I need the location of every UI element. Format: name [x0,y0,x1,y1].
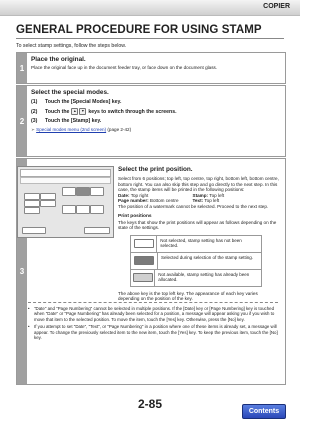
intro-text: To select stamp settings, follow the steps below. [16,43,127,49]
substep-1: (1) Touch the [Special Modes] key. [31,99,122,105]
note-item: • "Date" and "Page Numbering" cannot be selected in multiple positions. If the [Date] key or [Page Numbering] key is touched when "Date" or "Page Numbering" has already been selected for a position, a message will appear asking you if you wish to move that item to the selected position. To move the item, touch the [Yes] key. Otherwise, press the [No] key. [28,306,278,322]
step-number: 3 [17,159,27,384]
key-appearance-text: The above key is the top left key. The appearance of each key varies depending on the position of the key. [118,290,258,302]
section-name: COPIER [263,3,290,10]
screen-button [24,193,40,200]
title-rule [16,38,284,39]
note-item: • If you attempt to set "Date", "Text", or "Page Numbering" in a position where one of these items is already set, a message will appear. To change the previously selected item to the new item, touch the [Yes] key. To keep the previous item, touch the [No] key. [28,324,278,340]
position-key [62,205,76,214]
key-unavailable-icon [133,273,153,282]
position-key [76,187,90,196]
header-bar [0,0,300,16]
step-number: 2 [17,86,27,156]
step-title: Select the special modes. [31,89,109,96]
substep-3: (3) Touch the [Stamp] key. [31,118,102,124]
page-number: 2-85 [137,397,163,411]
reference-link[interactable]: ➢ Special modes menu (2nd screen) (page 2-42) [31,127,132,132]
watermark-text: The position of a watermark cannot be selected. Proceed to the next step. [118,203,269,209]
reference-arrow-icon: ➢ [31,127,35,132]
screen-button [22,227,46,234]
step-title: Place the original. [31,56,86,63]
contents-button[interactable]: Contents [242,404,286,419]
key-selected-icon [134,256,154,265]
legend-row: Not selected, stamp setting has not been selected. [131,236,261,252]
legend-row: Selected during selection of the stamp setting. [131,252,261,269]
position-key [90,187,104,196]
step-3-content [118,166,280,302]
step-text: Select from 6 positions; top left, top centre, top right, bottom left, bottom centre, bottom right. You can also skip this step and go directly to the next step. In this case, the stamp items will be printed in the following positions: [118,176,279,193]
key-state-legend [130,235,262,287]
legend-row: Not available, stamp setting has already been allocated. [131,269,261,286]
notes [28,302,278,342]
substep-2: (2) Touch the ▲ ▼ keys to switch through the screens. [31,108,177,115]
default-positions: Date: Top right Stamp: Top left Page number: Bottom centre Text: Top left [118,192,225,204]
print-positions-heading: Print positions [118,213,152,219]
print-positions-text: The keys that show the print positions will appear as follows depending on the state of the settings. [118,219,277,231]
screen-header [20,169,111,177]
step-text: Place the original face up in the document feeder tray, or face down on the document glass. [31,65,218,70]
down-arrow-icon: ▼ [81,109,85,113]
page-title: GENERAL PROCEDURE FOR USING STAMP [16,24,262,36]
screen-button [24,207,40,214]
step-2 [16,85,286,157]
screen-row [20,177,111,184]
key-unselected-icon [134,239,154,248]
position-key [90,205,104,214]
step-title: Select the print position. [118,166,193,173]
screen-button [40,200,56,207]
screen-button [40,193,56,200]
step-1 [16,52,286,84]
step-number: 1 [17,53,27,83]
position-key [62,187,76,196]
position-key [76,205,90,214]
up-arrow-icon: ▲ [73,109,77,113]
screen-button [84,227,110,234]
screen-button [24,200,40,207]
stamp-screen-image [17,166,114,238]
